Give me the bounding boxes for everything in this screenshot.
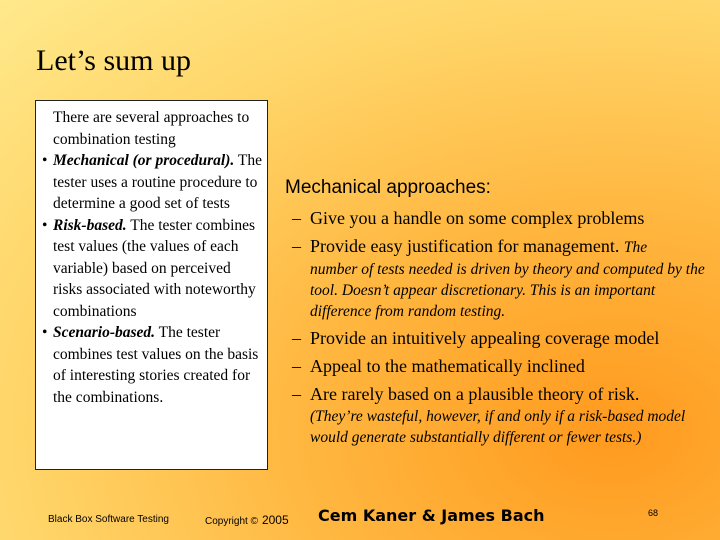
- slide-title: Let’s sum up: [36, 44, 191, 77]
- list-item-text: Are rarely based on a plausible theory of risk.: [310, 384, 640, 404]
- intro-text: There are several approaches to combination testing: [53, 109, 250, 148]
- bullet-risk-based: [42, 215, 263, 323]
- dash-marker: –: [292, 356, 301, 376]
- bullet-mechanical: [42, 150, 263, 215]
- list-item-text: Provide easy justification for management.: [310, 236, 620, 256]
- mechanical-heading: Mechanical approaches:: [285, 177, 491, 198]
- list-item-text: Give you a handle on some complex problems: [310, 208, 645, 228]
- copyright-year: 2005: [261, 513, 289, 527]
- copyright-text: Copyright ©: [205, 516, 258, 527]
- mechanical-approaches-panel: [283, 177, 713, 453]
- dash-marker: –: [292, 208, 301, 228]
- bullet-scenario-based: [42, 322, 263, 408]
- page-number: 68: [648, 508, 659, 518]
- dash-marker: –: [292, 236, 301, 256]
- list-item: [283, 207, 713, 230]
- justification-note: number of tests needed is driven by theory and computed by the tool. Doesn’t appear discretionary. This is an important difference from random testing.: [310, 261, 705, 320]
- bullet-dot: •: [42, 216, 48, 234]
- list-item: [283, 383, 713, 406]
- bullet-term-scenario-based: Scenario-based.: [53, 324, 156, 341]
- dash-marker: –: [292, 384, 301, 404]
- list-item: [283, 355, 713, 378]
- bullet-term-mechanical: Mechanical (or procedural).: [53, 152, 235, 169]
- authors: Cem Kaner & James Bach: [318, 506, 545, 525]
- bullet-text-scenario-based: The tester combines test values on the basis of interesting stories created for the combinations.: [53, 324, 259, 406]
- list-item-text: Provide an intuitively appealing coverage model: [310, 328, 660, 348]
- bullet-dot: •: [42, 152, 48, 169]
- list-item: [283, 235, 713, 259]
- list-item: [283, 327, 713, 350]
- bullet-text-risk-based: The tester combines test values (the values of each variable) based on perceived risks associated with noteworthy combinations: [53, 216, 256, 320]
- course-name: Black Box Software Testing: [48, 514, 169, 525]
- risk-note: (They’re wasteful, however, if and only if a risk-based model would generate substantially different or fewer tests.): [310, 408, 686, 446]
- bullet-term-risk-based: Risk-based.: [53, 216, 127, 234]
- bullet-dot: •: [42, 324, 48, 341]
- list-item-text: Appeal to the mathematically inclined: [310, 356, 585, 376]
- note-lead: The: [623, 239, 648, 256]
- bullet-text-mechanical: The tester uses a routine procedure to determine a good set of tests: [53, 152, 262, 212]
- dash-marker: –: [292, 328, 301, 348]
- approaches-box: [35, 100, 268, 470]
- copyright-notice: [205, 513, 289, 527]
